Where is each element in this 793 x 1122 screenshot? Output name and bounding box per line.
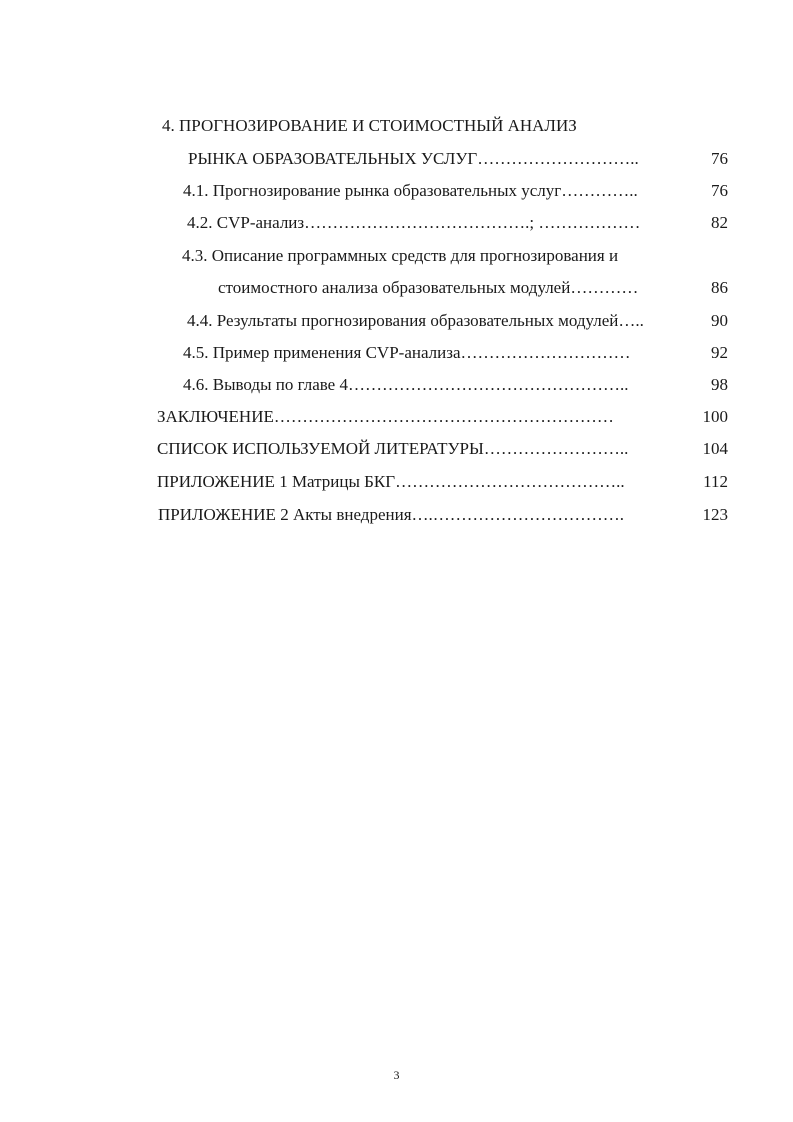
page-number: 3: [393, 1068, 400, 1082]
toc-appendix-2: ПРИЛОЖЕНИЕ 2 Акты внедрения….…………………………….: [158, 505, 625, 524]
toc-appendix-2-page: 123: [702, 505, 728, 524]
toc-appendix-1: ПРИЛОЖЕНИЕ 1 Матрицы БКГ…………………………………..: [157, 472, 625, 491]
toc-entry-4-4-page: 90: [711, 311, 728, 330]
toc-chapter4-title-line2: РЫНКА ОБРАЗОВАТЕЛЬНЫХ УСЛУГ………………………..: [188, 149, 639, 168]
toc-entry-4-2-page: 82: [711, 213, 728, 232]
toc-entry-4-6: 4.6. Выводы по главе 4…………………………………………..: [183, 375, 629, 394]
toc-chapter4-page: 76: [711, 149, 728, 168]
toc-references-page: 104: [702, 439, 728, 458]
toc-entry-4-2: 4.2. CVP-анализ………………………………….; ………………: [187, 213, 641, 232]
toc-entry-4-6-page: 98: [711, 375, 728, 394]
toc-entry-4-3-line1: 4.3. Описание программных средств для прогнозирования и: [182, 246, 619, 265]
toc-chapter4-title-line1: 4. ПРОГНОЗИРОВАНИЕ И СТОИМОСТНЫЙ АНАЛИЗ: [162, 116, 577, 135]
toc-entry-4-5-page: 92: [711, 343, 728, 362]
toc-references: СПИСОК ИСПОЛЬЗУЕМОЙ ЛИТЕРАТУРЫ……………………..: [157, 439, 629, 458]
toc-entry-4-1: 4.1. Прогнозирование рынка образовательных услуг…………..: [183, 181, 638, 200]
toc-entry-4-5: 4.5. Пример применения CVP-анализа…………………………: [183, 343, 631, 362]
toc-appendix-1-page: 112: [703, 472, 728, 491]
toc-entry-4-3-line2: стоимостного анализа образовательных модулей…………: [218, 278, 639, 297]
toc-conclusion: ЗАКЛЮЧЕНИЕ……………………………………………………: [157, 407, 614, 426]
toc-conclusion-page: 100: [702, 407, 728, 426]
toc-entry-4-4: 4.4. Результаты прогнозирования образовательных модулей…..: [187, 311, 644, 330]
toc-entry-4-3-page: 86: [711, 278, 728, 297]
toc-entry-4-1-page: 76: [711, 181, 728, 200]
